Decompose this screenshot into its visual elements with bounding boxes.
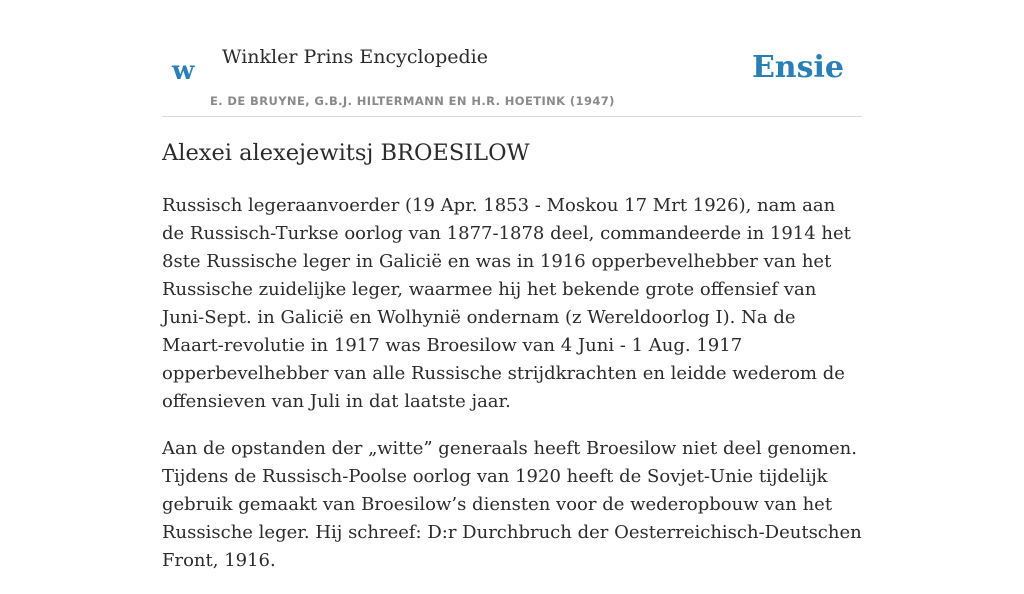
ensie-brand-link[interactable]: Ensie: [751, 50, 844, 85]
article-paragraph: Aan de opstanden der „witte” generaals heeft Broesilow niet deel genomen. Tijdens de Russisch-Poolse oorlog van 1920 heeft de Sovjet-Unie tijdelijk gebruik gemaakt van Broesilow’s diensten voor de wederopbouw van het Russische leger. Hij schreef: D:r Durchbruch der Oesterreichisch-Deutschen Front, 1916.: [162, 438, 862, 571]
article-body: [162, 192, 862, 594]
article-paragraph: Russisch legeraanvoerder (19 Apr. 1853 - Moskou 17 Mrt 1926), nam aan de Russisch-Turkse oorlog van 1877-1878 deel, commandeerde in 1914 het 8ste Russische leger in Galicië en was in 1916 opperbevelhebber van het Russische zuidelijke leger, waarmee hij het bekende grote offensief van Juni-Sept. in Galicië en Wolhynië ondernam (z Wereldoorlog I). Na de Maart-revolutie in 1917 was Broesilow van 4 Juni - 1 Aug. 1917 opperbevelhebber van alle Russische strijdkrachten en leidde wederom de offensieven van Juli in dat laatste jaar.: [162, 195, 851, 412]
publication-authors: E. DE BRUYNE, G.B.J. HILTERMANN EN H.R. HOETINK (1947): [210, 94, 615, 108]
header: [162, 40, 862, 117]
publication-logo[interactable]: w: [172, 56, 195, 86]
article-title: Alexei alexejewitsj BROESILOW: [162, 140, 530, 166]
publication-title[interactable]: Winkler Prins Encyclopedie: [222, 46, 488, 68]
